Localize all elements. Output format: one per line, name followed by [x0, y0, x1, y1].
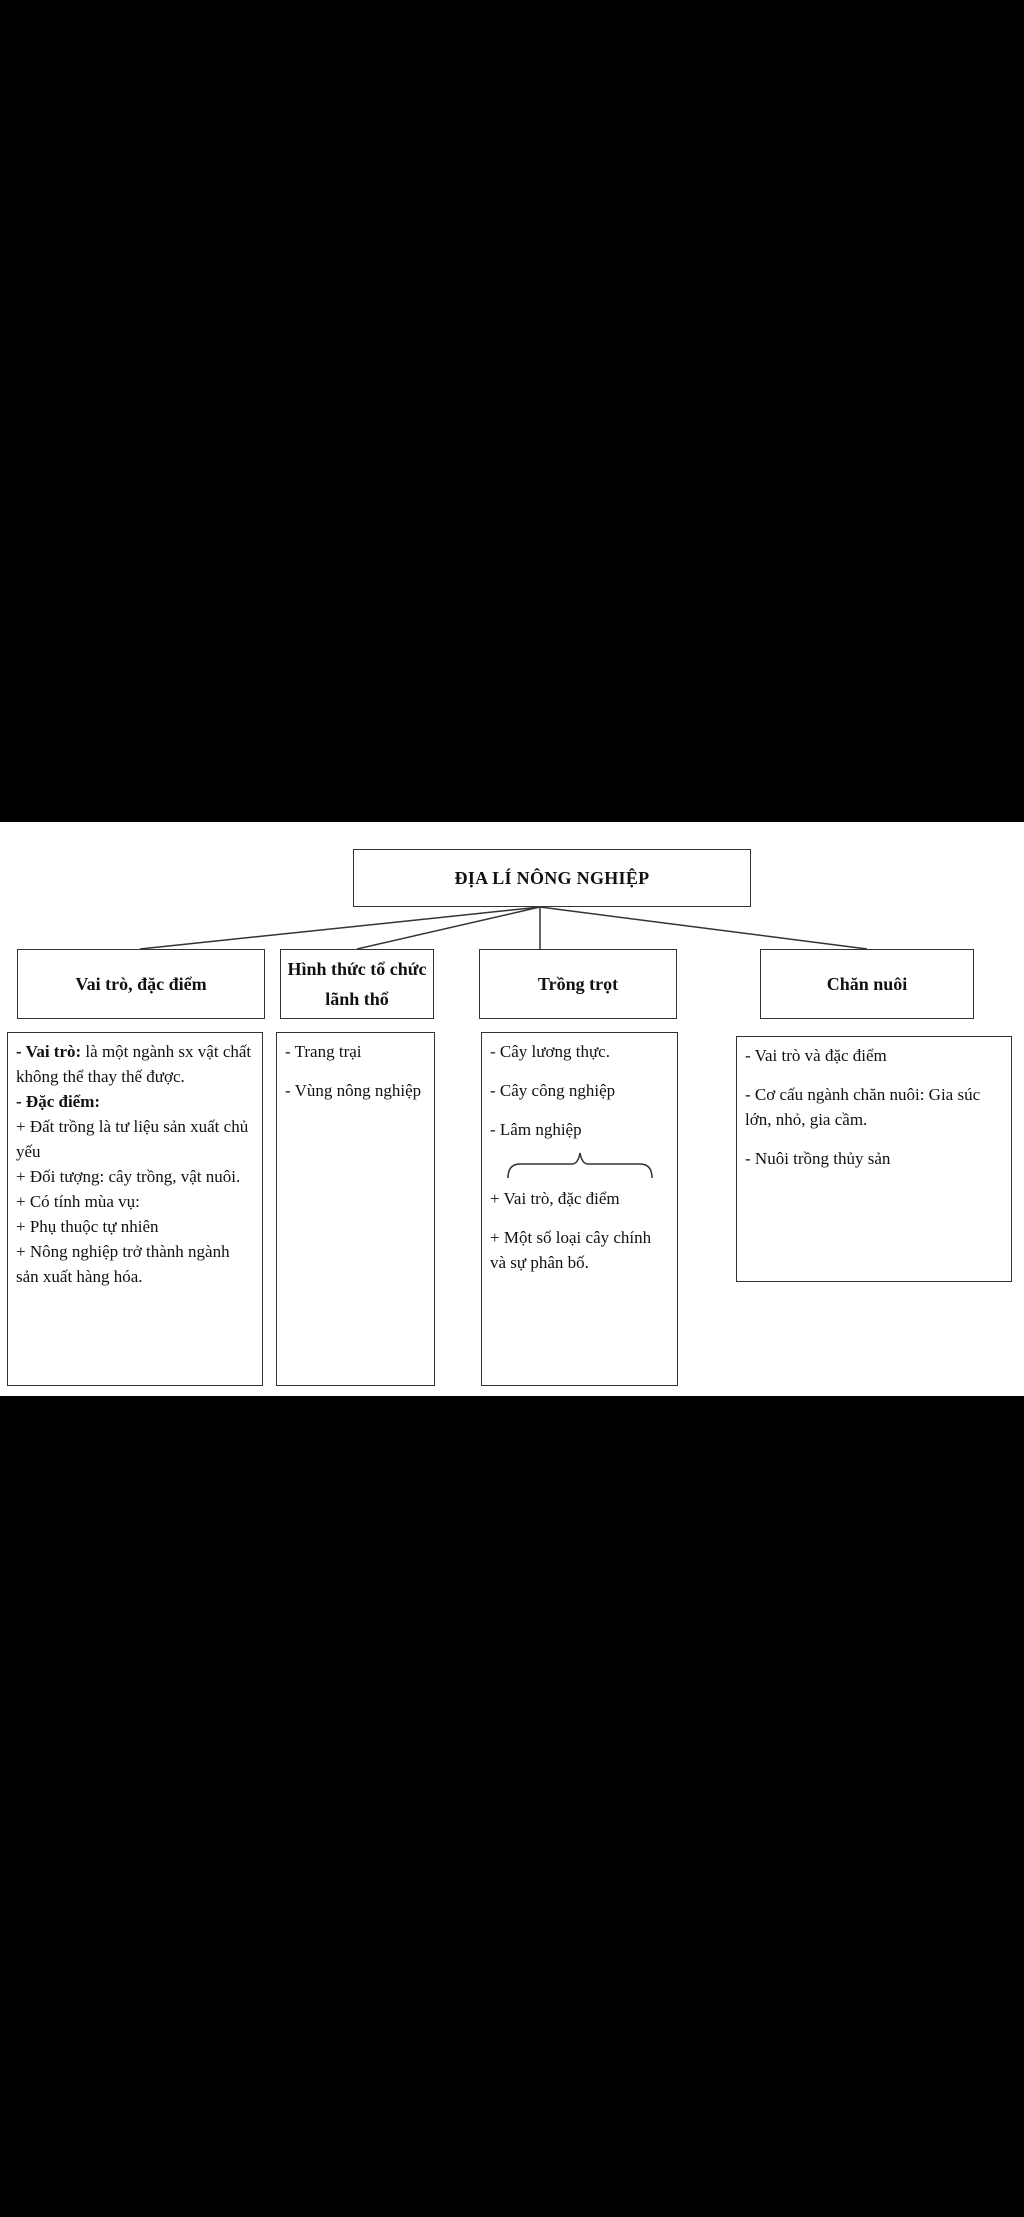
list-item: - Vùng nông nghiệp	[285, 1081, 422, 1100]
feature-item: + Phụ thuộc tự nhiên	[16, 1217, 159, 1236]
list-item: - Nuôi trồng thủy sản	[745, 1149, 891, 1168]
features-label: - Đặc điểm:	[16, 1092, 101, 1111]
brace-icon	[506, 1150, 654, 1180]
role-text: là một ngành sx vật chất không thể thay thế được.	[16, 1042, 252, 1086]
feature-item: + Đất trồng là tư liệu sản xuất chủ yếu	[16, 1117, 249, 1161]
sub-item: + Vai trò, đặc điểm	[490, 1189, 620, 1208]
branch-title: Hình thức tổ chức lãnh thổ	[287, 959, 427, 1009]
list-item: - Cây công nghiệp	[490, 1081, 616, 1100]
content-vai-tro	[7, 1032, 263, 1386]
sub-item: + Một số loại cây chính và sự phân bố.	[490, 1228, 652, 1272]
feature-item: + Nông nghiệp trở thành ngành sản xuất hàng hóa.	[16, 1242, 230, 1286]
root-title: ĐỊA LÍ NÔNG NGHIỆP	[454, 867, 650, 888]
connector-to-chan-nuoi	[540, 907, 867, 949]
branch-header-chan-nuoi	[760, 949, 974, 1019]
connector-to-vai-tro	[140, 907, 540, 949]
branch-title: Vai trò, đặc điểm	[75, 974, 207, 994]
root-node	[353, 849, 751, 907]
content-hinh-thuc	[276, 1032, 435, 1386]
branch-header-trong-trot	[479, 949, 677, 1019]
list-item: - Lâm nghiệp	[490, 1120, 582, 1139]
connector-to-hinh-thuc	[357, 907, 540, 949]
content-trong-trot	[481, 1032, 678, 1386]
list-item: - Cây lương thực.	[490, 1042, 610, 1061]
diagram-panel	[0, 822, 1024, 1396]
feature-item: + Đối tượng: cây trồng, vật nuôi.	[16, 1167, 241, 1186]
branch-header-hinh-thuc	[280, 949, 434, 1019]
role-line	[16, 1039, 254, 1089]
branch-header-vai-tro	[17, 949, 265, 1019]
content-chan-nuoi	[736, 1036, 1012, 1282]
branch-title: Trồng trọt	[537, 974, 619, 994]
list-item: - Cơ cấu ngành chăn nuôi: Gia súc lớn, nhỏ, gia cầm.	[745, 1085, 981, 1129]
branch-title: Chăn nuôi	[826, 974, 908, 994]
feature-item: + Có tính mùa vụ:	[16, 1192, 140, 1211]
list-item: - Trang trại	[285, 1042, 362, 1061]
role-label: - Vai trò:	[16, 1042, 82, 1061]
list-item: - Vai trò và đặc điểm	[745, 1046, 887, 1065]
